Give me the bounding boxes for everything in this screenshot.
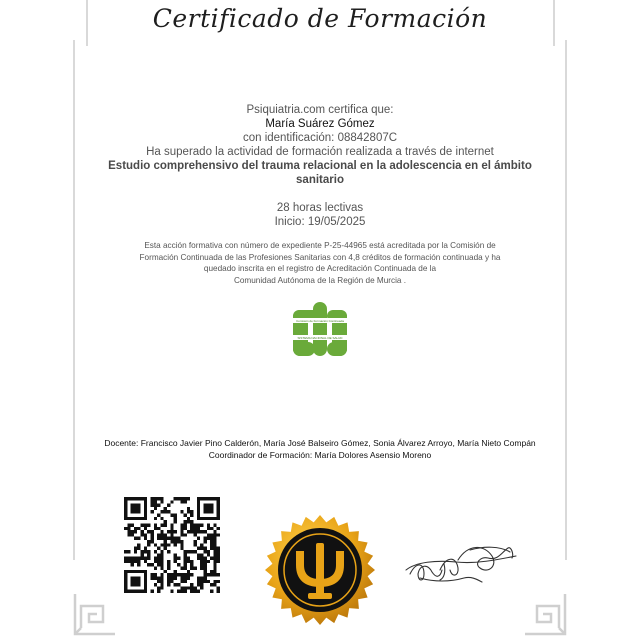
accreditation-line-2: Formación Continuada de las Profesiones Sanitarias con 4,8 créditos de formación continuada y ha — [139, 252, 501, 262]
bottom-right-ornament-icon — [523, 592, 567, 636]
right-border-line — [565, 40, 567, 560]
accreditation-line-4: Comunidad Autónoma de la Región de Murcia . — [233, 275, 407, 285]
logo-bottom-text: SISTEMA NACIONAL DE SALUD — [297, 336, 343, 340]
bottom-left-ornament-icon — [73, 592, 117, 636]
certificate-title: Certificado de Formación — [152, 4, 488, 33]
accreditation-line-3: quedado inscrita en el registro de Acreditación Continuada de la — [203, 264, 437, 273]
recipient-name: María Suárez Gómez — [265, 118, 375, 130]
staff-credits — [40, 437, 600, 461]
left-border-line — [73, 40, 75, 560]
qr-code-icon[interactable] — [124, 497, 220, 593]
certificate-body — [90, 103, 550, 229]
logo-top-text: Comisión de Formación Continuada — [296, 319, 344, 323]
issuer-line: Psiquiatria.com certifica que: — [246, 104, 394, 116]
teachers-line: Docente: Francisco Javier Pino Calderón, María José Balseiro Gómez, Sonia Álvarez Arroyo, María Nieto Compán — [104, 438, 536, 448]
identification-line: con identificación: 08842807C — [242, 132, 398, 144]
start-date-line: Inicio: 19/05/2025 — [274, 216, 366, 228]
spacer — [90, 187, 550, 201]
hours-line: 28 horas lectivas — [276, 202, 364, 214]
signature-icon — [400, 540, 530, 590]
accreditation-text — [112, 240, 528, 286]
accreditation-line-1: Esta acción formativa con número de expediente P-25-44965 está acreditada por la Comisión de — [144, 241, 496, 250]
completion-line: Ha superado la actividad de formación realizada a través de internet — [146, 146, 494, 158]
coordinator-line: Coordinador de Formación: María Dolores Asensio Moreno — [208, 450, 432, 460]
psi-seal-icon — [263, 513, 377, 627]
accreditation-logo-icon — [289, 298, 351, 360]
course-title: Estudio comprehensivo del trauma relacional en la adolescencia en el ámbito sanitario — [108, 160, 532, 186]
